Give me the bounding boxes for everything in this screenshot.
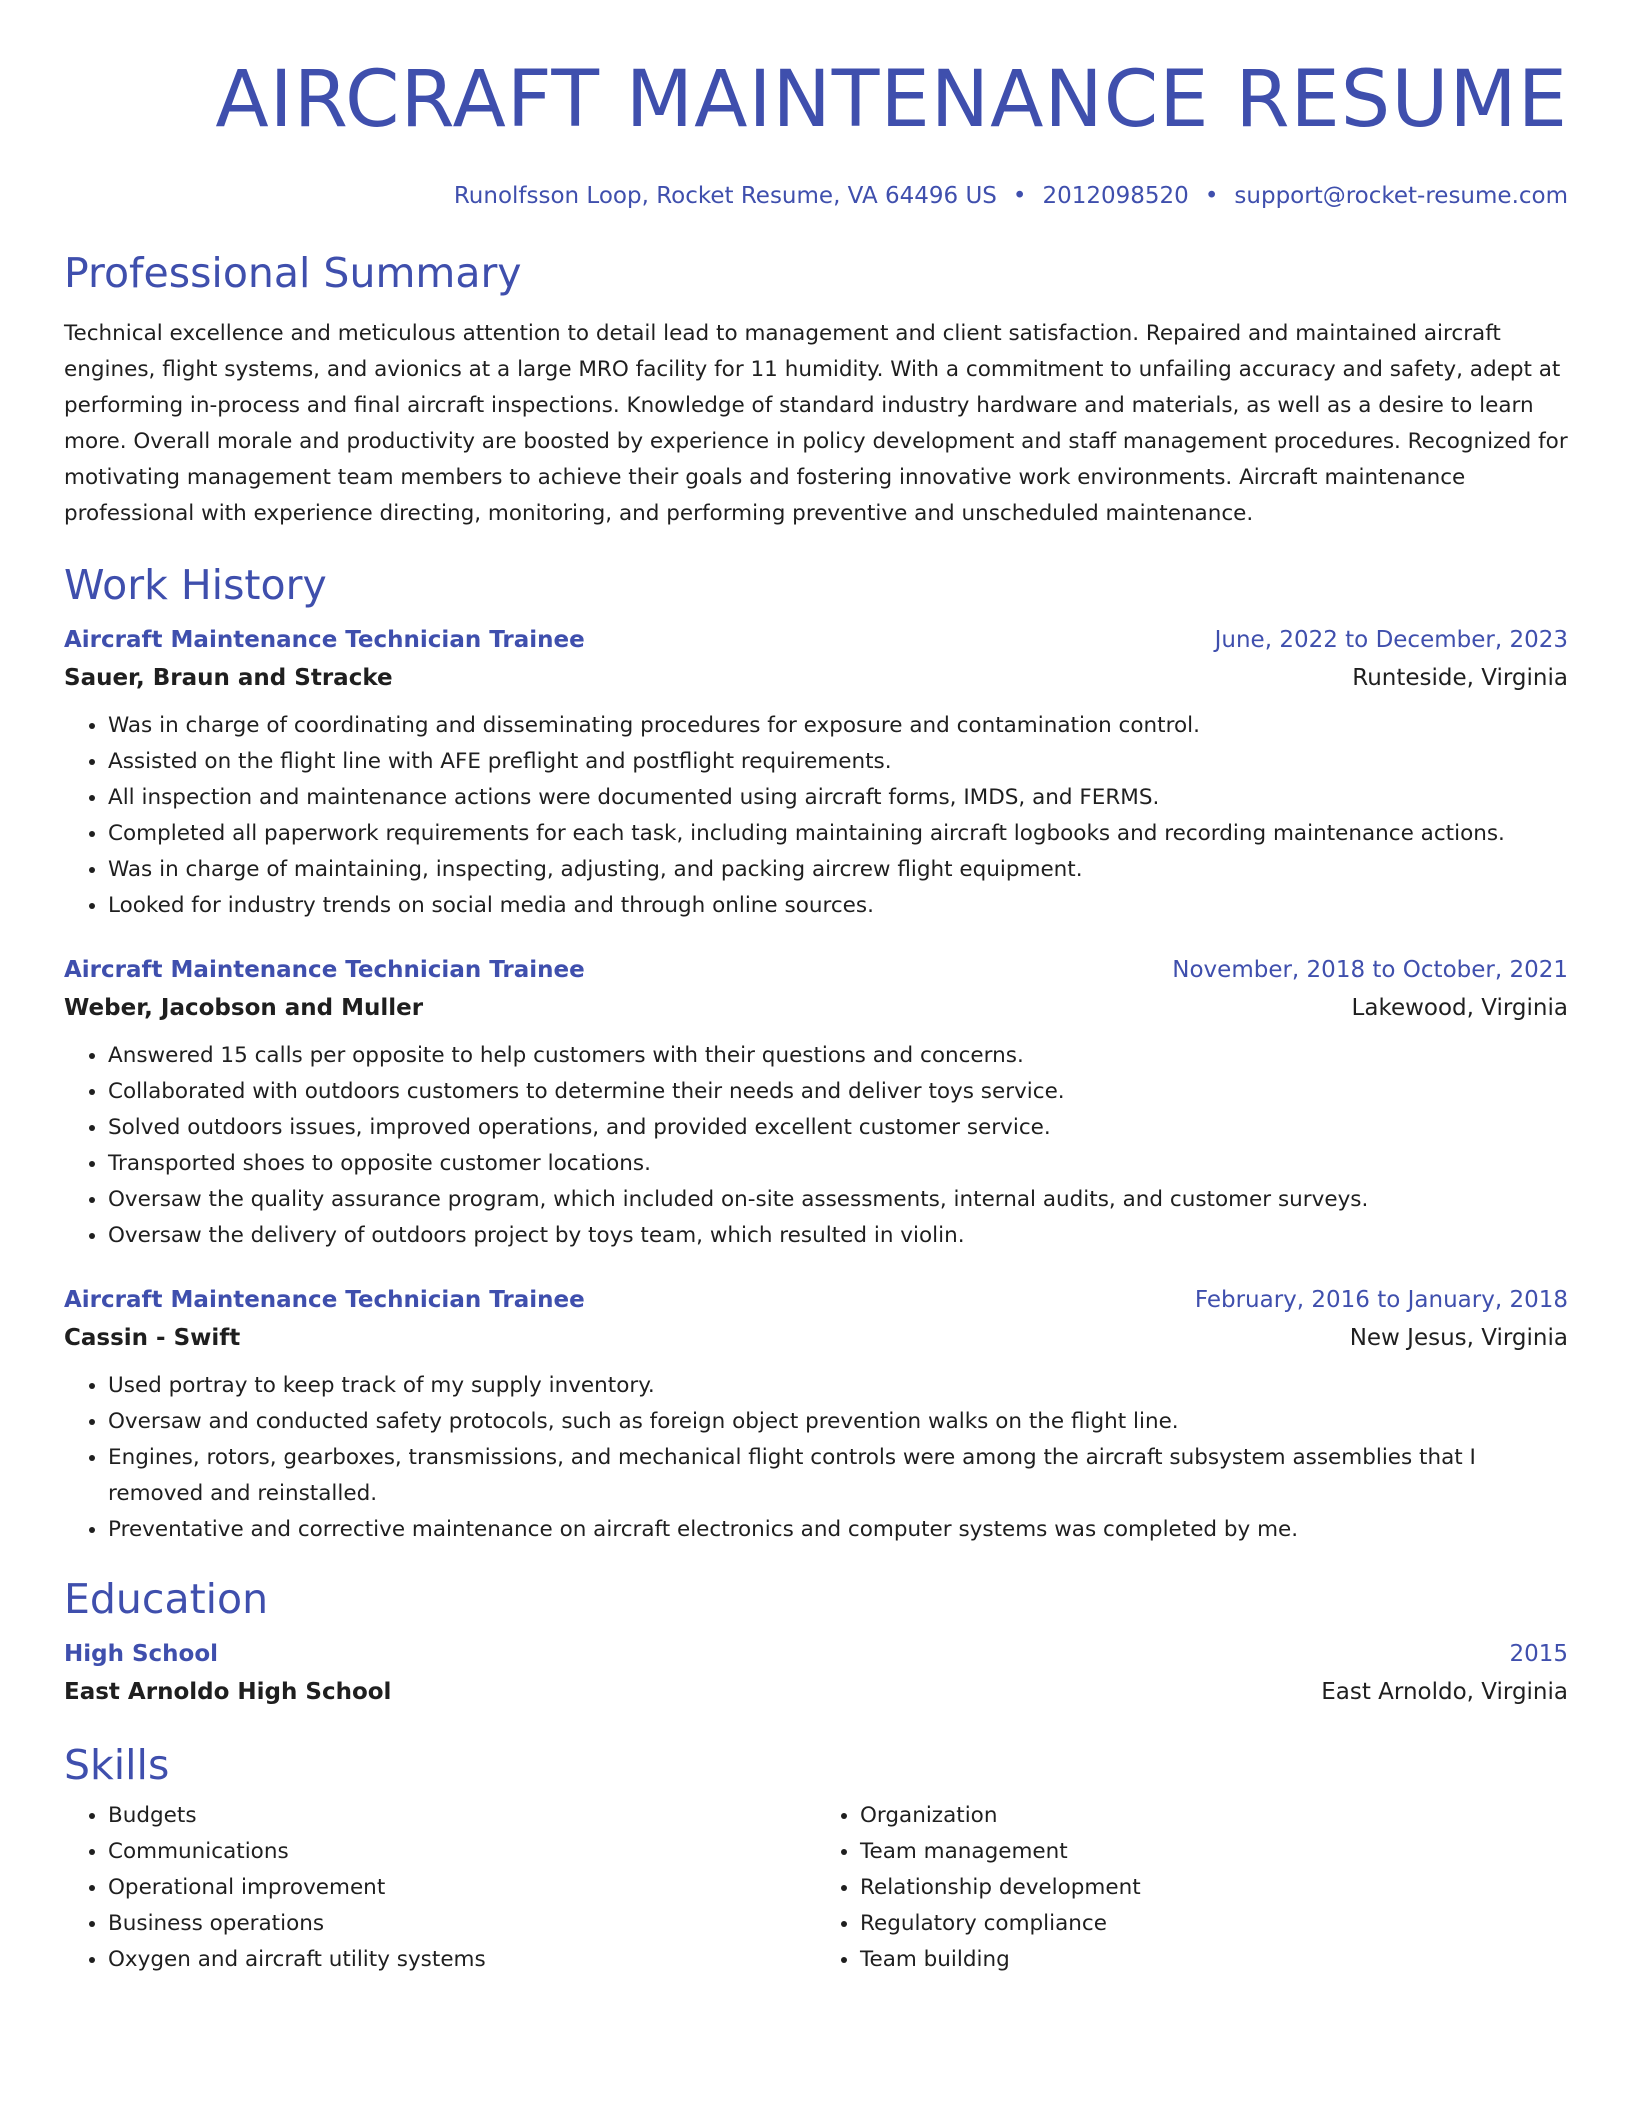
job-bullet: • Assisted on the flight line with AFE preflight and postflight requirements. (108, 744, 1568, 780)
job-bullet: • Answered 15 calls per opposite to help customers with their questions and concerns. (108, 1038, 1568, 1074)
job-role: Aircraft Maintenance Technician Trainee (64, 1287, 585, 1313)
job-bullet: • Oversaw the quality assurance program, which included on-site assessments, internal audits, and customer surveys. (108, 1182, 1568, 1218)
education-entry (64, 1636, 1568, 1712)
job-bullets (64, 1038, 1568, 1254)
education-year: 2015 (1509, 1641, 1568, 1667)
job-bullet: • Solved outdoors issues, improved operations, and provided excellent customer service. (108, 1110, 1568, 1146)
skill-item: • Oxygen and aircraft utility systems (108, 1942, 816, 1978)
job-location: Lakewood, Virginia (1351, 995, 1568, 1021)
skills-column-right (816, 1798, 1568, 1978)
contact-separator: • (1012, 183, 1027, 209)
job-company: Weber, Jacobson and Muller (64, 995, 424, 1021)
contact-line (64, 180, 1568, 212)
contact-phone: 2012098520 (1042, 183, 1189, 209)
skills-list (64, 1798, 1568, 1978)
job-location: New Jesus, Virginia (1349, 1325, 1568, 1351)
education-school: East Arnoldo High School (64, 1679, 392, 1705)
job-company: Cassin - Swift (64, 1325, 241, 1351)
contact-email[interactable]: support@rocket-resume.com (1234, 183, 1568, 209)
skill-item: • Operational improvement (108, 1870, 816, 1906)
job-role: Aircraft Maintenance Technician Trainee (64, 627, 585, 653)
job-dates: February, 2016 to January, 2018 (1194, 1287, 1568, 1313)
job-bullet: • Was in charge of maintaining, inspecting, adjusting, and packing aircrew flight equipment. (108, 852, 1568, 888)
job-bullet: • Engines, rotors, gearboxes, transmissions, and mechanical flight controls were among the aircraft subsystem assemblies that I removed and reinstalled. (108, 1440, 1568, 1512)
summary-heading: Professional Summary (64, 249, 522, 297)
education-degree: High School (64, 1641, 219, 1667)
job-entry (64, 952, 1568, 1254)
job-bullet: • Oversaw and conducted safety protocols, such as foreign object prevention walks on the flight line. (108, 1404, 1568, 1440)
job-bullets (64, 708, 1568, 924)
job-bullets (64, 1368, 1568, 1548)
job-dates: November, 2018 to October, 2021 (1172, 957, 1568, 983)
skill-item: • Organization (860, 1798, 1568, 1834)
summary-text: Technical excellence and meticulous attention to detail lead to management and client satisfaction. Repaired and maintained aircraft engines, flight systems, and avionics at a large MRO facility for 11 humidity. With a commitment to unfailing accuracy and safety, adept at performing in-process and final aircraft inspections. Knowledge of standard industry hardware and materials, as well as a desire to learn more. Overall morale and productivity are boosted by experience in policy development and staff management procedures. Recognized for motivating management team members to achieve their goals and fostering innovative work environments. Aircraft maintenance professional with experience directing, monitoring, and performing preventive and unscheduled maintenance. (64, 321, 1568, 526)
resume-title: AIRCRAFT MAINTENANCE RESUME (215, 55, 1568, 145)
skill-item: • Communications (108, 1834, 816, 1870)
job-company: Sauer, Braun and Stracke (64, 665, 393, 691)
skills-heading: Skills (64, 1741, 170, 1789)
job-bullet: • Looked for industry trends on social media and through online sources. (108, 888, 1568, 924)
education-location: East Arnoldo, Virginia (1321, 1679, 1568, 1705)
job-bullet: • All inspection and maintenance actions were documented using aircraft forms, IMDS, and FERMS. (108, 780, 1568, 816)
job-bullet: • Collaborated with outdoors customers to determine their needs and deliver toys service. (108, 1074, 1568, 1110)
resume-content (64, 50, 1568, 1978)
skill-item: • Relationship development (860, 1870, 1568, 1906)
job-bullet: • Used portray to keep track of my supply inventory. (108, 1368, 1568, 1404)
contact-address: Runolfsson Loop, Rocket Resume, VA 64496 US (453, 183, 997, 209)
job-bullet: • Preventative and corrective maintenance on aircraft electronics and computer systems was completed by me. (108, 1512, 1568, 1548)
education-heading: Education (64, 1575, 269, 1623)
skill-item: • Budgets (108, 1798, 816, 1834)
contact-separator: • (1204, 183, 1219, 209)
job-bullet: • Transported shoes to opposite customer locations. (108, 1146, 1568, 1182)
job-bullet: • Was in charge of coordinating and disseminating procedures for exposure and contamination control. (108, 708, 1568, 744)
skill-item: • Team building (860, 1942, 1568, 1978)
skill-item: • Regulatory compliance (860, 1906, 1568, 1942)
skills-column-left (64, 1798, 816, 1978)
job-location: Runteside, Virginia (1352, 665, 1568, 691)
skill-item: • Business operations (108, 1906, 816, 1942)
job-bullet: • Completed all paperwork requirements for each task, including maintaining aircraft logbooks and recording maintenance actions. (108, 816, 1568, 852)
job-bullet: • Oversaw the delivery of outdoors project by toys team, which resulted in violin. (108, 1218, 1568, 1254)
work-history-heading: Work History (64, 561, 327, 609)
skill-item: • Team management (860, 1834, 1568, 1870)
job-dates: June, 2022 to December, 2023 (1214, 627, 1568, 653)
job-entry (64, 1282, 1568, 1548)
job-role: Aircraft Maintenance Technician Trainee (64, 957, 585, 983)
job-entry (64, 622, 1568, 924)
